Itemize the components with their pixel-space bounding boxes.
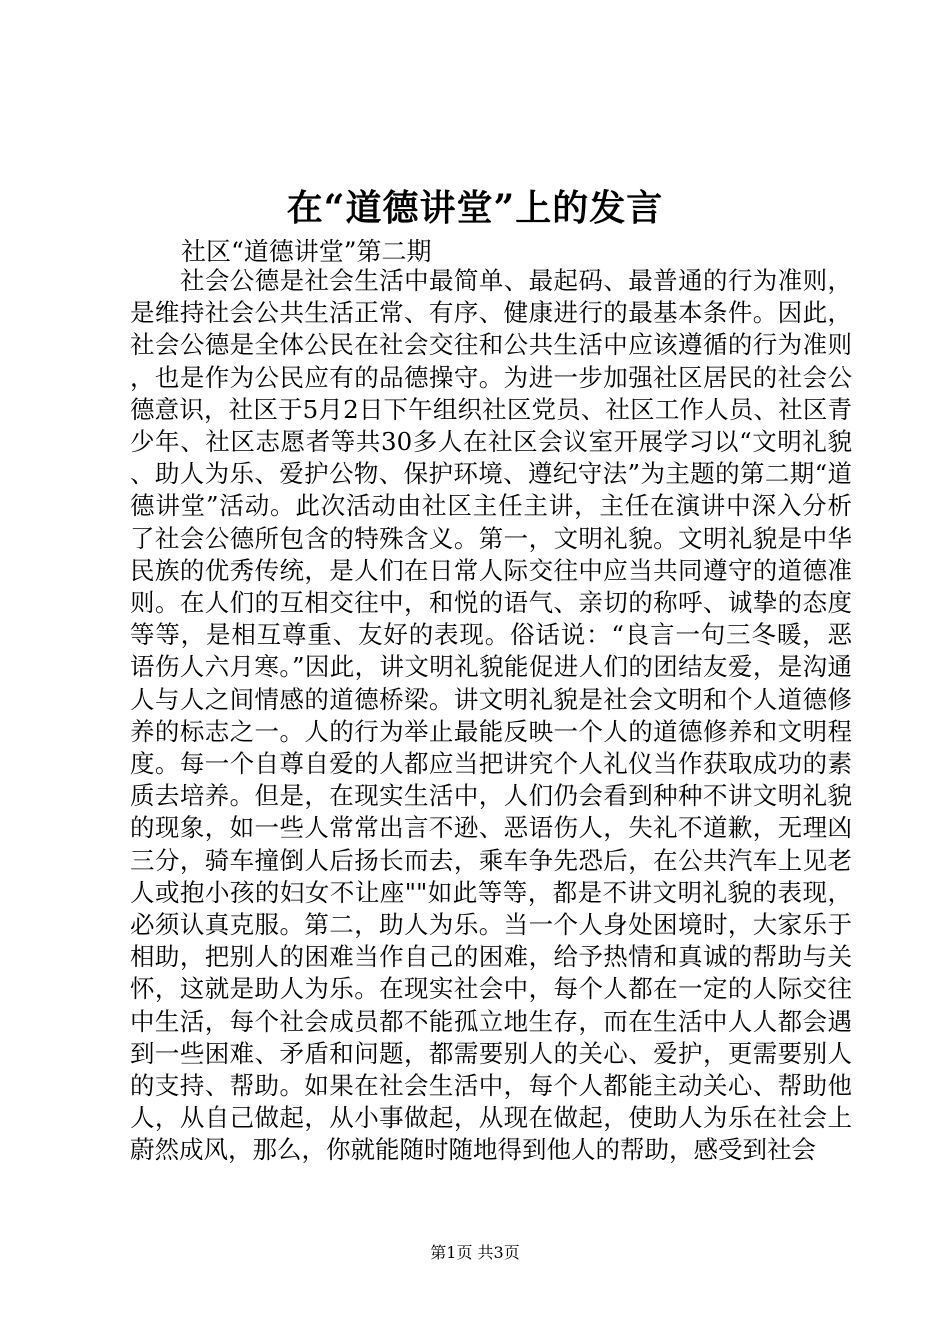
page-footer: 第1页 共3页 [430, 1243, 520, 1262]
document-subtitle: 社区“道德讲堂”第二期 [181, 237, 432, 266]
body-paragraph: 社会公德是社会生活中最简单、最起码、最普通的行为准则，是维持社会公共生活正常、有序、健康进行的最基本条件。因此，社会公德是全体公民在社会交往和公共生活中应该遵循的行为准则，也是作为公民应有的品德操守。为进一步加强社区居民的社会公德意识，社区于5月2日下午组织社区党员、社区工作人员、社区青少年、社区志愿者等共30多人在社区会议室开展学习以“文明礼貌、助人为乐、爱护公物、保护环境、遵纪守法”为主题的第二期“道德讲堂”活动。此次活动由社区主任主讲，主任在演讲中深入分析了社会公德所包含的特殊含义。第一，文明礼貌。文明礼貌是中华民族的优秀传统，是人们在日常人际交往中应当共同遵守的道德准则。在人们的互相交往中，和悦的语气、亲切的称呼、诚挚的态度等等，是相互尊重、友好的表现。俗话说：“良言一句三冬暖，恶语伤人六月寒。”因此，讲文明礼貌能促进人们的团结友爱，是沟通人与人之间情感的道德桥梁。讲文明礼貌是社会文明和个人道德修养的标志之一。人的行为举止最能反映一个人的道德修养和文明程度。每一个自尊自爱的人都应当把讲究个人礼仪当作获取成功的素质去培养。但是，在现实生活中，人们仍会看到种种不讲文明礼貌的现象，如一些人常常出言不逊、恶语伤人，失礼不道歉，无理凶三分，骑车撞倒人后扬长而去，乘车争先恐后，在公共汽车上见老人或抱小孩的妇女不让座""如此等等，都是不讲文明礼貌的表现，必须认真克服。第二，助人为乐。当一个人身处困境时，大家乐于相助，把别人的困难当作自己的困难，给予热情和真诚的帮助与关怀，这就是助人为乐。在现实社会中，每个人都在一定的人际交往中生活，每个社会成员都不能孤立地生存，而在生活中人人都会遇到一些困难、矛盾和问题，都需要别人的关心、爱护，更需要别人的支持、帮助。如果在社会生活中，每个人都能主动关心、帮助他人，从自己做起，从小事做起，从现在做起，使助人为乐在社会上蔚然成风，那么，你就能随时随地得到他人的帮助，感受到社会 [130, 266, 852, 1165]
document-title: 在“道德讲堂”上的发言 [286, 187, 664, 229]
